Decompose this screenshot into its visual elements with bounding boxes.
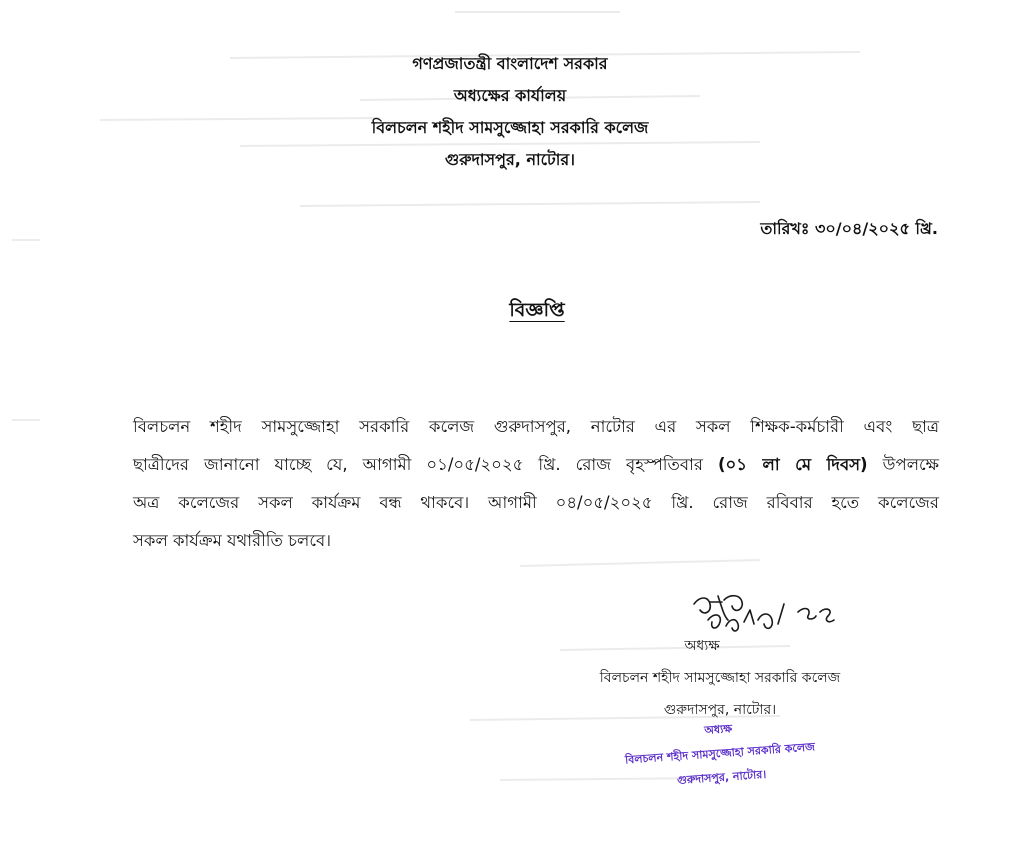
body-line-2 xyxy=(133,446,939,484)
stamp-institution: বিলচলন শহীদ সামসুজ্জোহা সরকারি কলেজ xyxy=(624,740,816,767)
office-name: অধ্যক্ষের কার্যালয় xyxy=(453,86,567,105)
notice-date: তারিখঃ ৩০/০৪/২০২৫ খ্রি. xyxy=(760,219,938,238)
signatory-location: গুরুদাসপুর, নাটোর। xyxy=(663,702,777,718)
college-name: বিলচলন শহীদ সামসুজ্জোহা সরকারি কলেজ xyxy=(371,118,649,137)
government-name: গণপ্রজাতন্ত্রী বাংলাদেশ সরকার xyxy=(412,54,608,73)
college-location: গুরুদাসপুর, নাটোর। xyxy=(445,150,575,169)
body-line-4: সকল কার্যক্রম যথারীতি চলবে। xyxy=(133,531,332,550)
notice-title-wrapper xyxy=(0,296,1024,328)
stamp-location: গুরুদাসপুর, নাটোর। xyxy=(676,767,767,788)
notice-body xyxy=(133,408,939,560)
body-line-3: অত্র কলেজের সকল কার্যক্রম বন্ধ থাকবে। আগামী ০৪/০৫/২০২৫ খ্রি. রোজ রবিবার হতে কলেজের xyxy=(133,493,939,512)
body-line-2-end: উপলক্ষে xyxy=(867,455,939,474)
signatory-institution: বিলচলন শহীদ সামসুজ্জোহা সরকারি কলেজ xyxy=(599,670,841,686)
signatory-role: অধ্যক্ষ xyxy=(684,638,720,654)
body-line-1: বিলচলন শহীদ সামসুজ্জোহা সরকারি কলেজ গুরুদাসপুর, নাটোর এর সকল শিক্ষক-কর্মচারী এবং ছাত্র xyxy=(133,417,939,436)
body-line-2-start: ছাত্রীদের জানানো যাচ্ছে যে, আগামী ০১/০৫/২০২৫ খ্রি. রোজ বৃহস্পতিবার xyxy=(133,455,718,474)
letterhead xyxy=(330,48,690,176)
stamp-role: অধ্যক্ষ xyxy=(703,722,733,738)
may-day-highlight: (০১ লা মে দিবস) xyxy=(718,455,868,474)
notice-title: বিজ্ঞপ্তি xyxy=(509,299,565,321)
